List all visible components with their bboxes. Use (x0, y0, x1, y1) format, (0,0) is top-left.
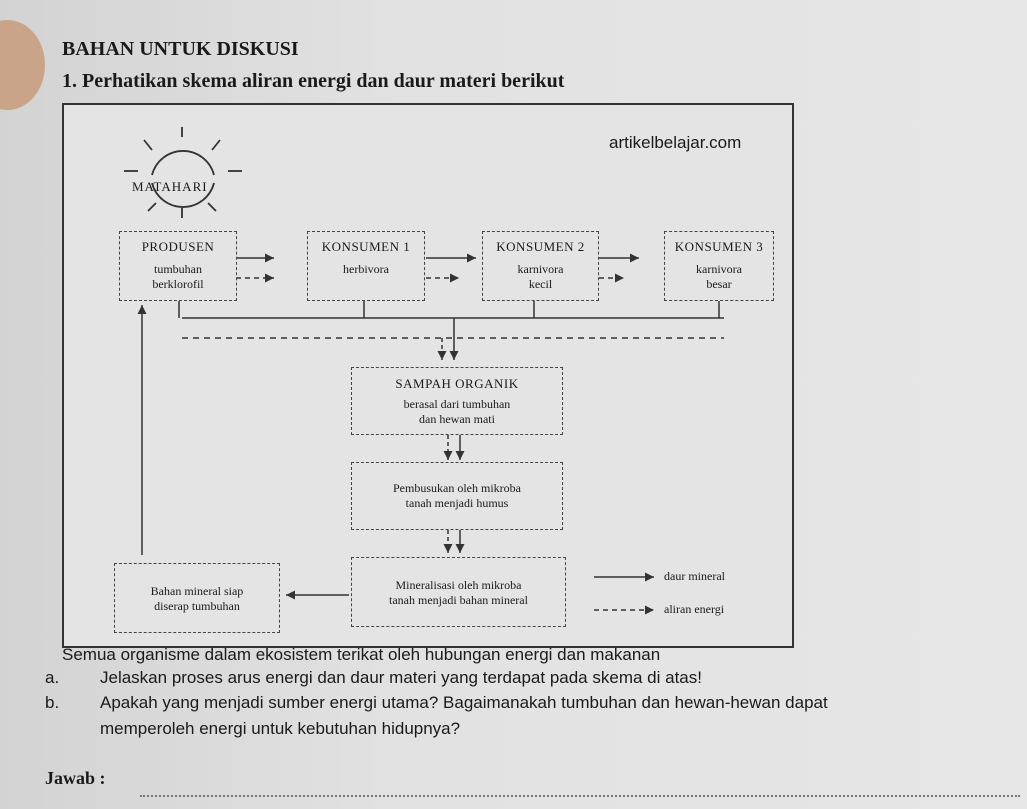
energy-flow-diagram (62, 103, 794, 648)
answer-label: Jawab : (45, 768, 106, 788)
box-sampah-organik (351, 367, 563, 435)
pembusukan-line2: tanah menjadi humus (405, 496, 509, 510)
box-produsen (119, 231, 237, 301)
konsumen2-title: KONSUMEN 2 (496, 239, 585, 254)
legend-aliran-energi: aliran energi (664, 602, 725, 616)
mineralisasi-line2: tanah menjadi bahan mineral (389, 593, 528, 607)
diagram-caption: Semua organisme dalam ekosistem terikat oleh hubungan energi dan makanan (62, 645, 661, 664)
sampah-line1: berasal dari tumbuhan (403, 397, 511, 411)
sun-label: MATAHARI (132, 179, 208, 194)
box-konsumen-3 (664, 231, 774, 301)
sampah-title: SAMPAH ORGANIK (395, 376, 519, 391)
box-mineralisasi (351, 557, 566, 627)
konsumen2-line1: karnivora (517, 262, 564, 276)
bahan-mineral-line2: diserap tumbuhan (154, 599, 240, 613)
pembusukan-line1: Pembusukan oleh mikroba (393, 481, 521, 495)
konsumen3-line2: besar (706, 277, 732, 291)
watermark: artikelbelajar.com (609, 133, 742, 152)
question-a-text: Jelaskan proses arus energi dan daur materi yang terdapat pada skema di atas! (100, 668, 702, 687)
konsumen3-title: KONSUMEN 3 (674, 239, 764, 254)
produsen-title: PRODUSEN (141, 239, 215, 254)
box-bahan-mineral (114, 563, 280, 633)
produsen-line1: tumbuhan (154, 262, 202, 276)
box-konsumen-1 (307, 231, 425, 301)
konsumen2-line2: kecil (528, 277, 553, 291)
finger-shadow (0, 20, 45, 110)
question-a-label: a. (45, 668, 60, 687)
mineralisasi-line1: Mineralisasi oleh mikroba (395, 578, 522, 592)
konsumen3-line1: karnivora (696, 262, 742, 276)
section-title: BAHAN UNTUK DISKUSI (62, 38, 299, 60)
question-b-label: b. (45, 693, 60, 712)
sampah-line2: dan hewan mati (419, 412, 495, 426)
box-konsumen-2 (482, 231, 599, 301)
question-b-text-cont: memperoleh energi untuk kebutuhan hidupnya? (100, 719, 461, 738)
legend-daur-mineral: daur mineral (664, 569, 725, 583)
konsumen1-title: KONSUMEN 1 (321, 239, 411, 254)
bahan-mineral-line1: Bahan mineral siap (150, 584, 244, 598)
question-1-prompt: 1. Perhatikan skema aliran energi dan daur materi berikut (62, 70, 565, 92)
question-b-text: Apakah yang menjadi sumber energi utama? Bagaimanakah tumbuhan dan hewan-hewan dapat (100, 693, 828, 712)
produsen-line2: berklorofil (152, 277, 204, 291)
box-pembusukan (351, 462, 563, 530)
sun-icon (124, 127, 242, 218)
konsumen1-line1: herbivora (343, 262, 389, 276)
answer-line[interactable] (140, 795, 1020, 797)
